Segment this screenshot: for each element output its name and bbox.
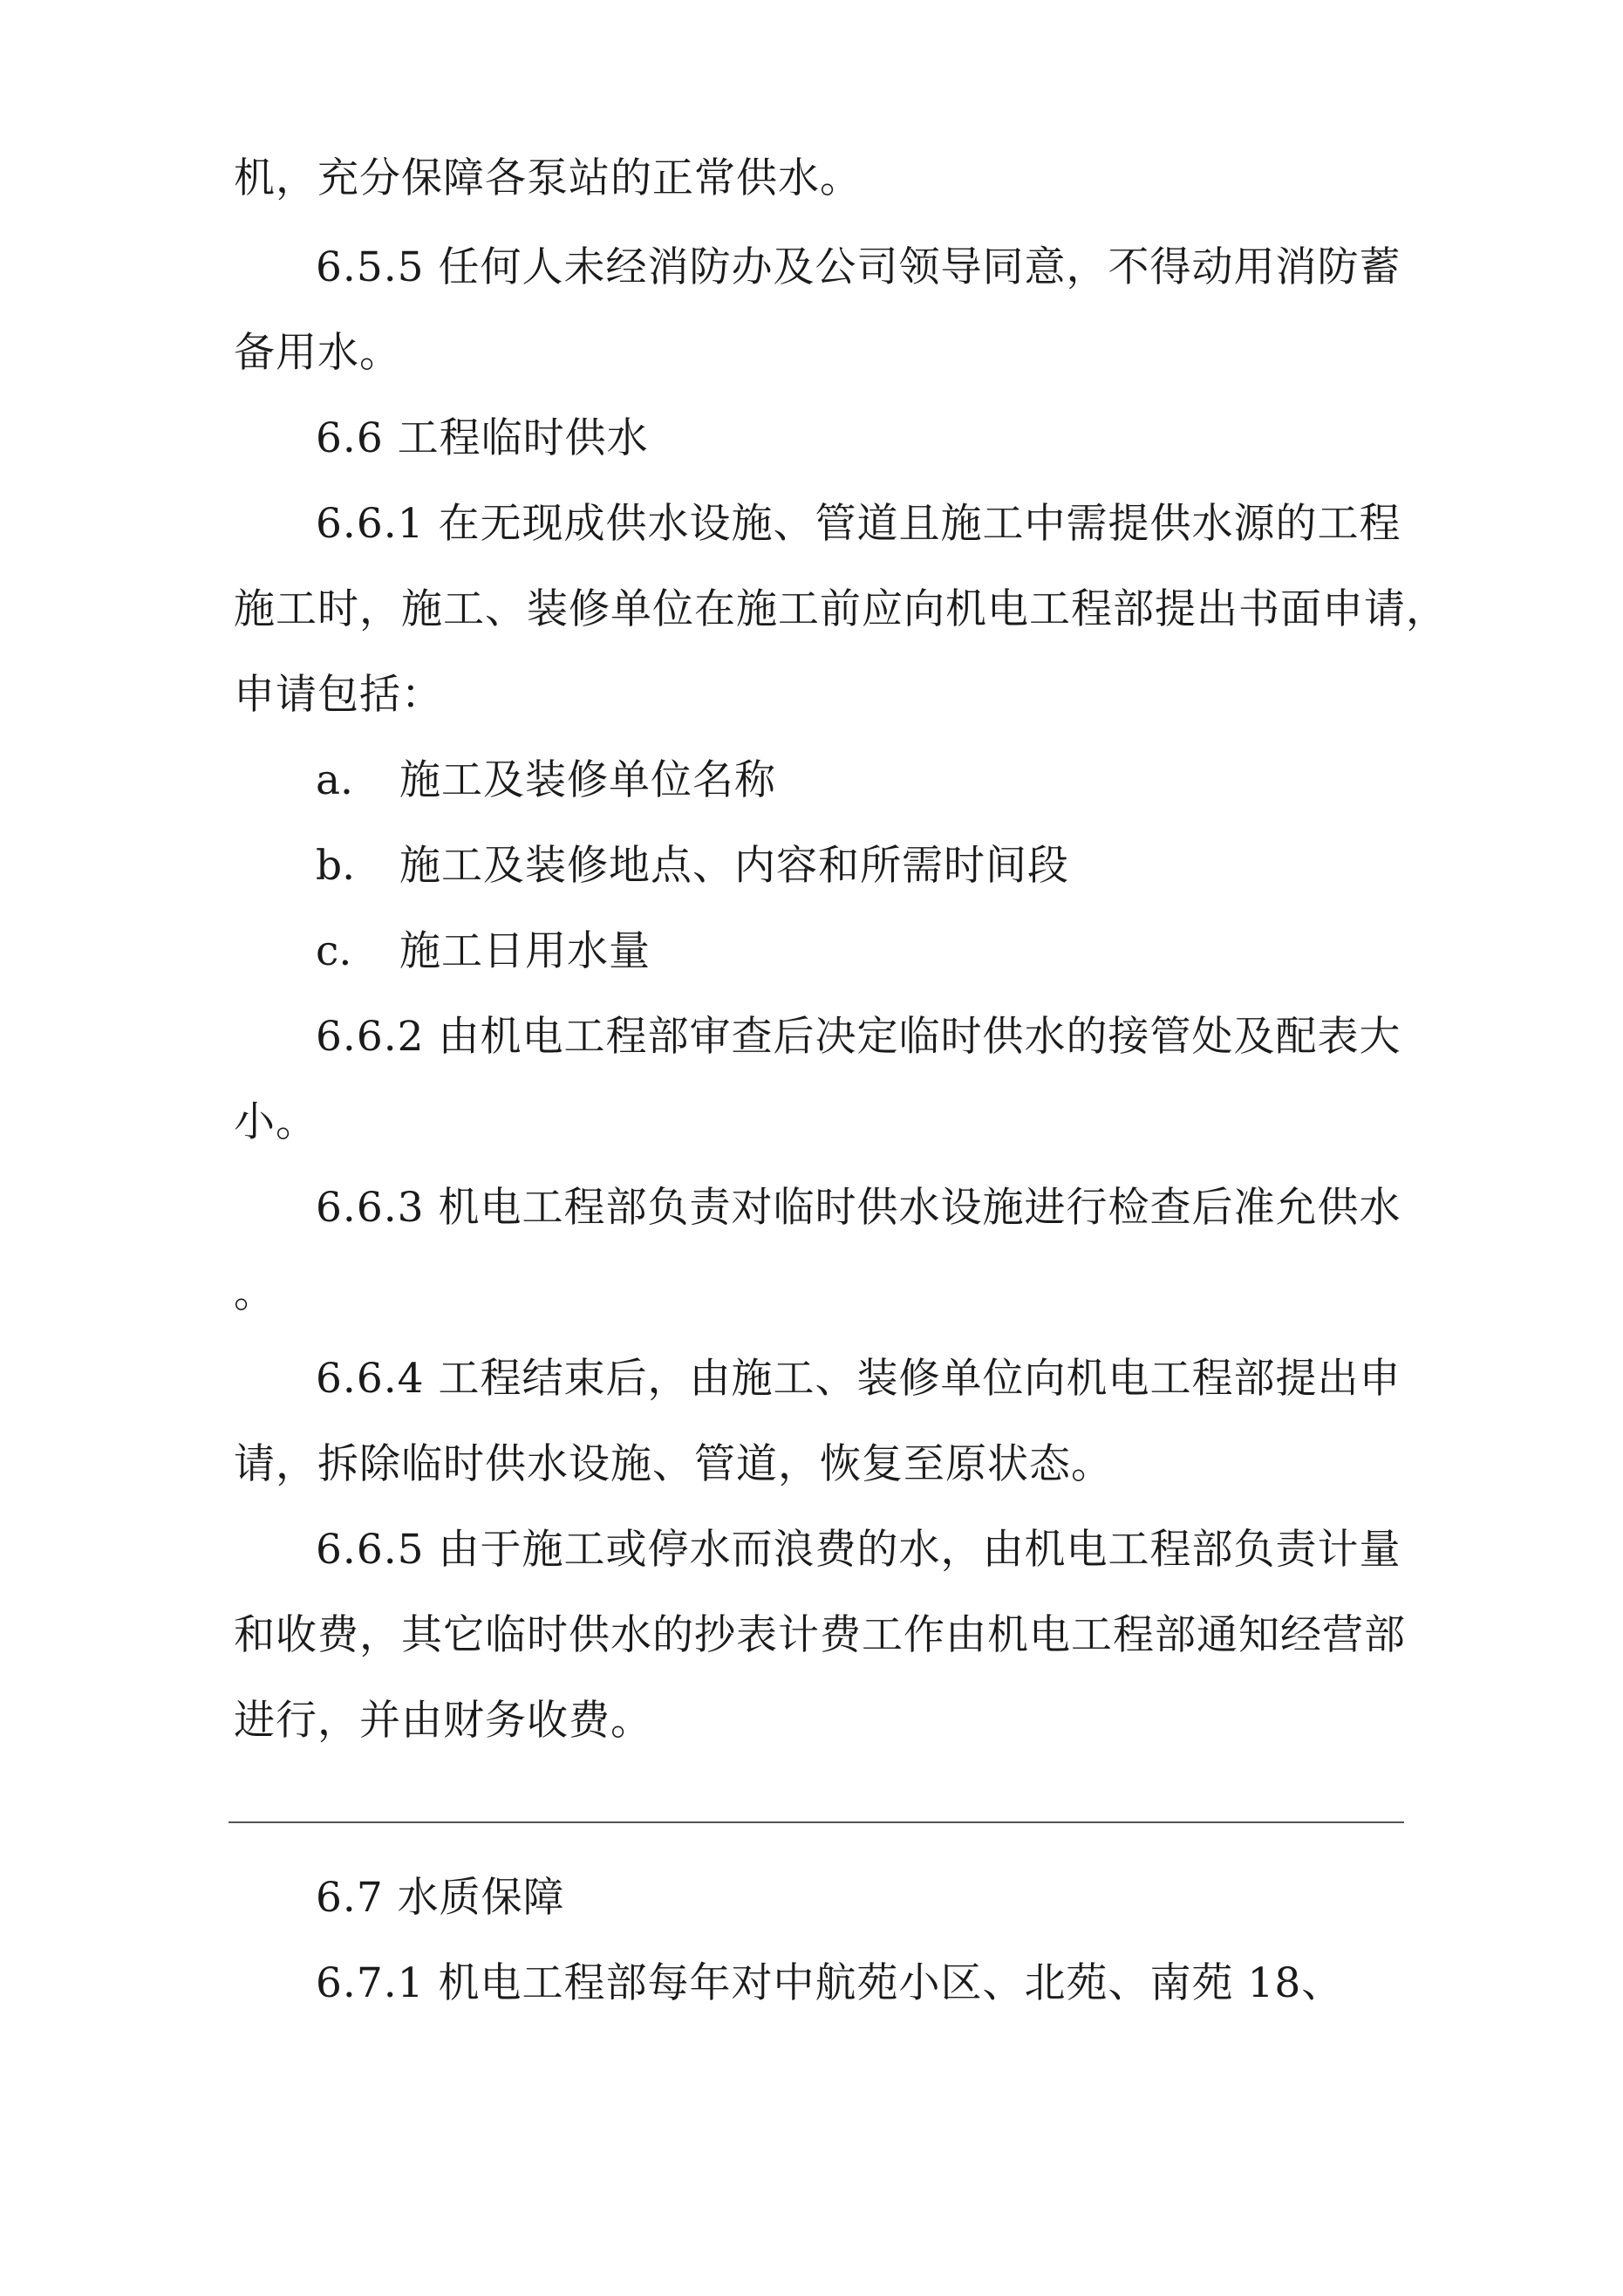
section-heading: 6.7 水质保障 (316, 1874, 565, 1922)
list-marker: a. (316, 756, 353, 804)
paragraph-line: 6.5.5 任何人未经消防办及公司领导同意，不得动用消防蓄 (316, 243, 1401, 291)
list-marker: c. (316, 927, 352, 975)
paragraph-line: 和收费，其它临时供水的抄表计费工作由机电工程部通知经营部 (234, 1611, 1406, 1659)
list-item-text: 施工及装修地点、内容和所需时间段 (399, 842, 1069, 890)
paragraph-line: 小。 (234, 1098, 317, 1146)
paragraph-line: 6.7.1 机电工程部每年对中航苑小区、北苑、南苑 18、 (316, 1959, 1344, 2007)
paragraph-line: 申请包括： (234, 671, 443, 719)
paragraph-line: 施工时，施工、装修单位在施工前应向机电工程部提出书面申请， (234, 585, 1448, 633)
paragraph-line: 进行，并由财务收费。 (234, 1697, 652, 1745)
paragraph-line: 6.6.1 在无现成供水设施、管道且施工中需提供水源的工程 (316, 500, 1401, 548)
paragraph-line: 6.6.3 机电工程部负责对临时供水设施进行检查后准允供水 (316, 1184, 1401, 1232)
list-marker: b. (316, 842, 356, 890)
paragraph-line: 6.6.4 工程结束后，由施工、装修单位向机电工程部提出申 (316, 1355, 1401, 1403)
section-heading: 6.6 工程临时供水 (316, 414, 649, 462)
list-item-text: 施工及装修单位名称 (399, 756, 776, 804)
paragraph-line: 6.6.2 由机电工程部审查后决定临时供水的接管处及配表大 (316, 1013, 1401, 1061)
paragraph-line: 。 (234, 1269, 276, 1317)
list-item-text: 施工日用水量 (399, 927, 651, 975)
paragraph-line: 备用水。 (234, 329, 401, 377)
paragraph-line: 请，拆除临时供水设施、管道，恢复至原状态。 (234, 1440, 1113, 1488)
paragraph-line: 6.6.5 由于施工或停水而浪费的水，由机电工程部负责计量 (316, 1526, 1401, 1574)
paragraph-line: 机，充分保障各泵站的正常供水。 (234, 154, 862, 202)
page-divider (228, 1821, 1404, 1823)
